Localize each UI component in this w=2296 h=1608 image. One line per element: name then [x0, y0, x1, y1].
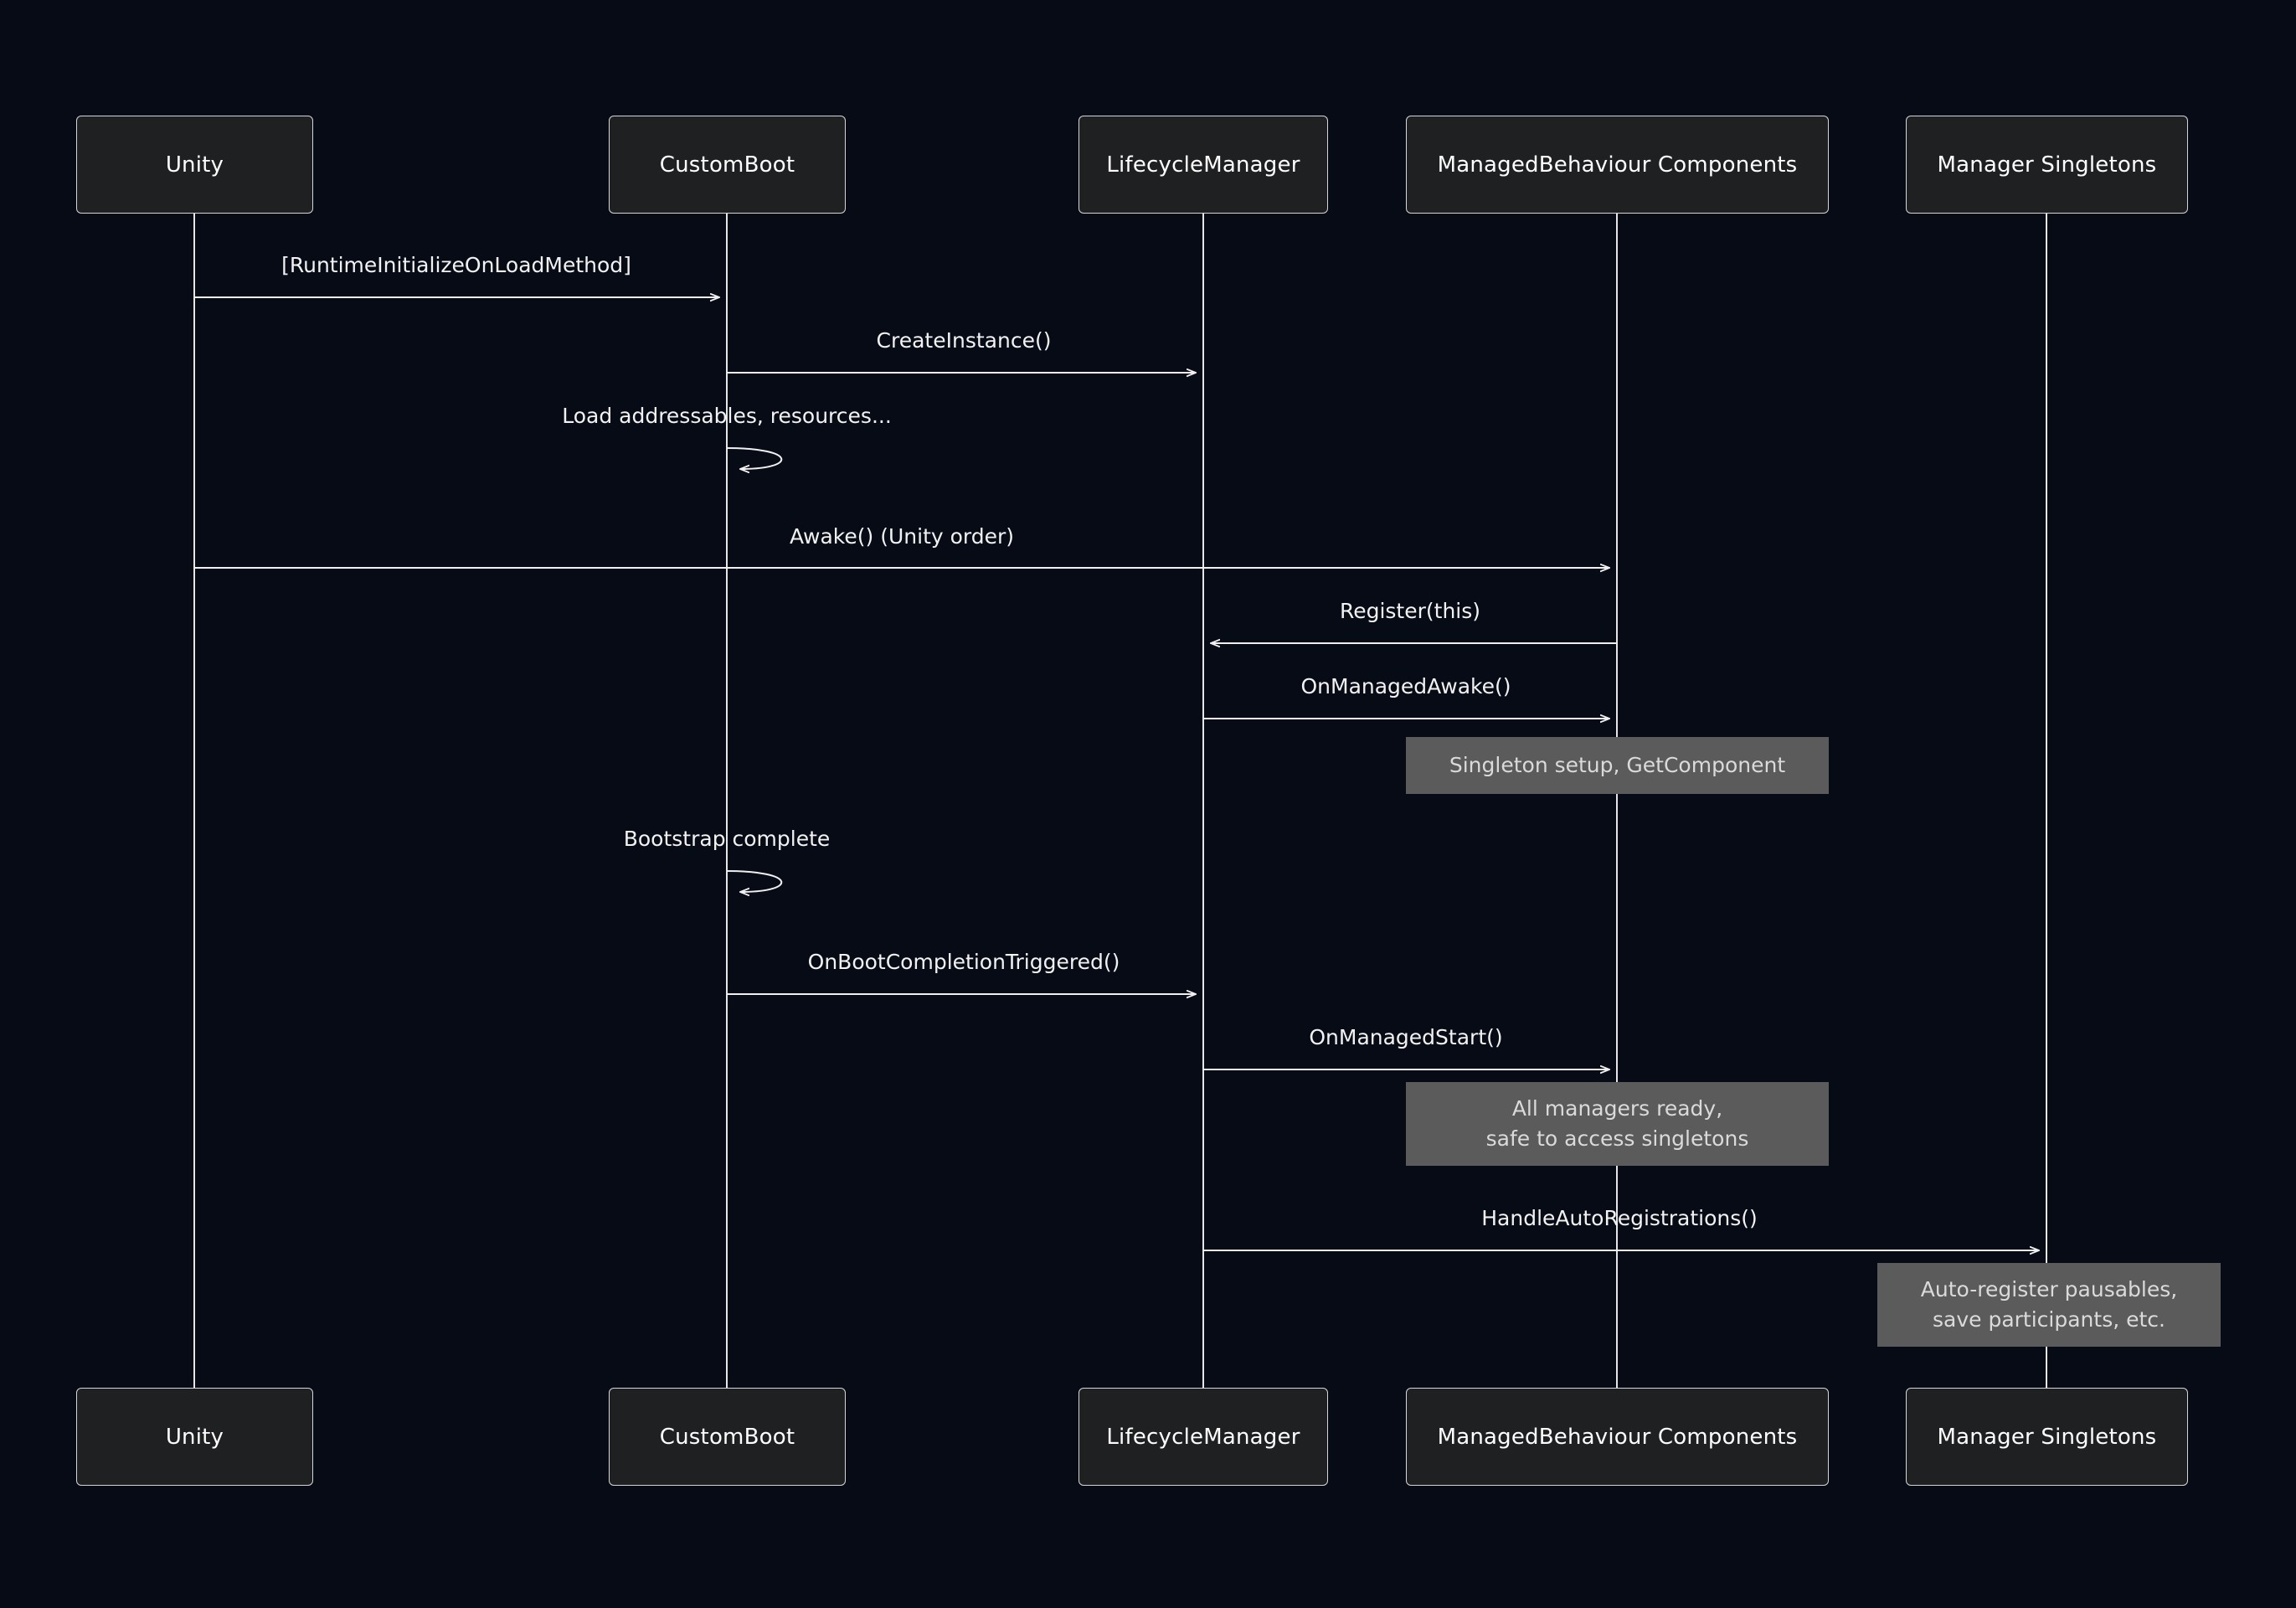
note-all-managers-ready: [1406, 1082, 1829, 1166]
actor-label-lifecyclemanager-bottom: LifecycleManager: [1106, 1424, 1300, 1450]
actor-box-managedbehaviour-bottom[interactable]: [1406, 1388, 1829, 1486]
actor-box-managersingletons-top[interactable]: [1906, 116, 2188, 214]
actor-label-managersingletons-bottom: Manager Singletons: [1937, 1424, 2157, 1450]
actor-box-lifecyclemanager-bottom[interactable]: [1079, 1388, 1328, 1486]
actor-box-unity-top[interactable]: [76, 116, 313, 214]
note-auto-register-pausables-line-2: save participants, etc.: [1932, 1307, 2165, 1332]
note-singleton-setup: [1406, 737, 1829, 794]
message-label-on-boot-completion-triggered: OnBootCompletionTriggered(): [807, 950, 1120, 974]
arrow-bootstrap-complete-self: [727, 871, 781, 892]
note-all-managers-ready-line-2: safe to access singletons: [1485, 1126, 1749, 1151]
actor-box-managedbehaviour-top[interactable]: [1406, 116, 1829, 214]
message-label-load-addressables: Load addressables, resources...: [562, 404, 892, 428]
message-label-awake-unity-order: Awake() (Unity order): [789, 524, 1015, 549]
actor-label-unity-top: Unity: [165, 152, 224, 178]
actor-box-managersingletons-bottom[interactable]: [1906, 1388, 2188, 1486]
message-label-on-managed-start: OnManagedStart(): [1309, 1025, 1503, 1049]
actor-label-managedbehaviour-top: ManagedBehaviour Components: [1437, 152, 1798, 178]
message-label-on-managed-awake: OnManagedAwake(): [1300, 674, 1511, 698]
lifelines: [194, 214, 2046, 1388]
message-label-register-this: Register(this): [1339, 599, 1481, 623]
arrow-load-addressables-self: [727, 448, 781, 469]
message-label-create-instance: CreateInstance(): [876, 328, 1052, 353]
message-label-runtime-initialize: [RuntimeInitializeOnLoadMethod]: [281, 253, 631, 277]
actor-label-managersingletons-top: Manager Singletons: [1937, 152, 2157, 178]
note-auto-register-pausables-line-1: Auto-register pausables,: [1920, 1276, 2178, 1301]
actor-box-customboot-top[interactable]: [609, 116, 846, 214]
actor-box-customboot-bottom[interactable]: [609, 1388, 846, 1486]
actor-label-unity-bottom: Unity: [165, 1424, 224, 1450]
actor-label-customboot-top: CustomBoot: [659, 152, 795, 178]
note-all-managers-ready-line-1: All managers ready,: [1511, 1095, 1723, 1121]
message-label-bootstrap-complete: Bootstrap complete: [623, 827, 831, 851]
actor-label-customboot-bottom: CustomBoot: [659, 1424, 795, 1450]
actor-box-lifecyclemanager-top[interactable]: [1079, 116, 1328, 214]
actor-box-unity-bottom[interactable]: [76, 1388, 313, 1486]
note-auto-register-pausables: [1877, 1263, 2221, 1347]
message-label-handle-auto-registrations: HandleAutoRegistrations(): [1481, 1206, 1758, 1230]
actor-label-managedbehaviour-bottom: ManagedBehaviour Components: [1437, 1424, 1798, 1450]
actor-label-lifecyclemanager-top: LifecycleManager: [1106, 152, 1300, 178]
note-singleton-setup-line-1: Singleton setup, GetComponent: [1449, 752, 1786, 777]
